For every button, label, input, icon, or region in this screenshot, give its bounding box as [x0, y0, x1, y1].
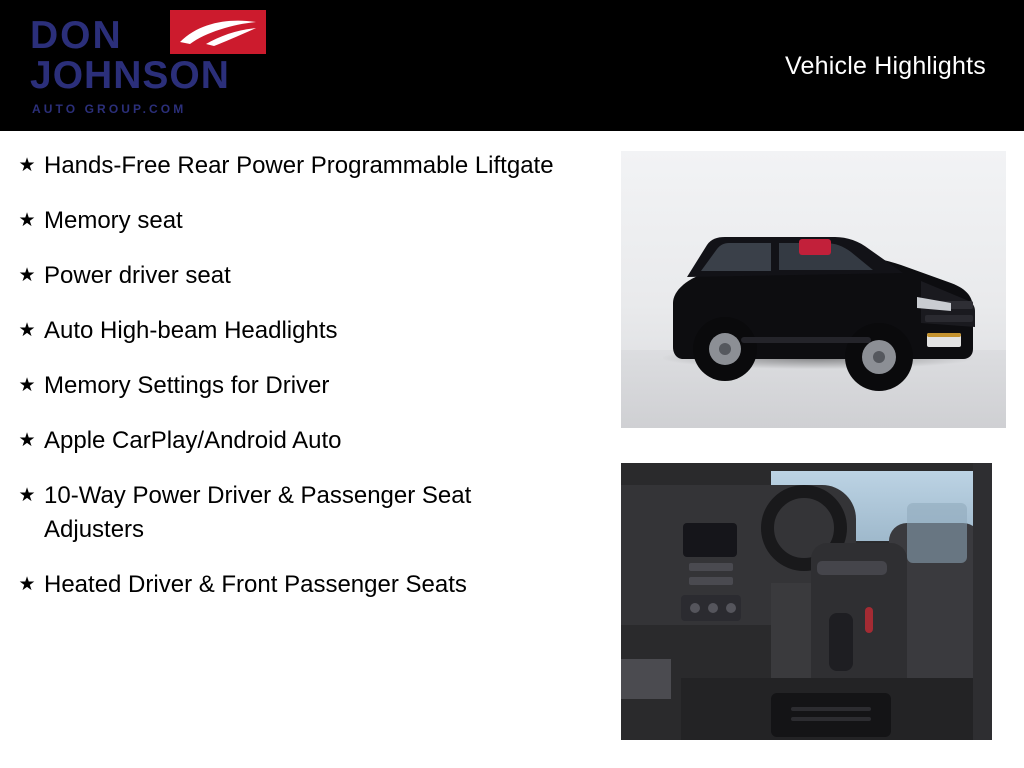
- logo-text-line1: DON: [30, 14, 123, 57]
- list-item-label: Hands-Free Rear Power Programmable Liftgate: [44, 152, 554, 179]
- logo-badge: [170, 10, 266, 54]
- logo-text-line2: JOHNSON: [30, 54, 230, 97]
- star-icon: ★: [18, 265, 36, 286]
- star-icon: ★: [18, 485, 36, 506]
- star-icon: ★: [18, 574, 36, 595]
- list-item: [10, 259, 600, 293]
- star-icon: ★: [18, 430, 36, 451]
- list-item: [10, 424, 600, 458]
- list-item-label: Auto High-beam Headlights: [44, 317, 338, 344]
- list-item-label: Apple CarPlay/Android Auto: [44, 427, 342, 454]
- list-item-label: Memory seat: [44, 207, 183, 234]
- highlights-list: [0, 131, 600, 768]
- list-item: [10, 369, 600, 403]
- list-item: [10, 149, 600, 183]
- star-icon: ★: [18, 210, 36, 231]
- star-icon: ★: [18, 320, 36, 341]
- vehicle-exterior-photo: [621, 151, 1006, 428]
- page-title: Vehicle Highlights: [785, 52, 986, 80]
- dealer-logo[interactable]: [30, 6, 262, 128]
- header-bar: [0, 0, 1024, 131]
- star-icon: ★: [18, 375, 36, 396]
- list-item-label: 10-Way Power Driver & Passenger Seat Adjusters: [44, 482, 472, 543]
- list-item-label: Power driver seat: [44, 262, 231, 289]
- suv-illustration: [621, 151, 1006, 428]
- list-item: [10, 568, 600, 602]
- list-item: [10, 479, 600, 547]
- list-item-label: Memory Settings for Driver: [44, 372, 330, 399]
- list-item: [10, 204, 600, 238]
- star-icon: ★: [18, 155, 36, 176]
- logo-tagline: AUTO GROUP.COM: [32, 102, 187, 116]
- list-item: [10, 314, 600, 348]
- interior-details: [621, 463, 992, 740]
- vehicle-interior-photo: [621, 463, 992, 740]
- swoosh-icon: [176, 16, 260, 48]
- list-item-label: Heated Driver & Front Passenger Seats: [44, 571, 467, 598]
